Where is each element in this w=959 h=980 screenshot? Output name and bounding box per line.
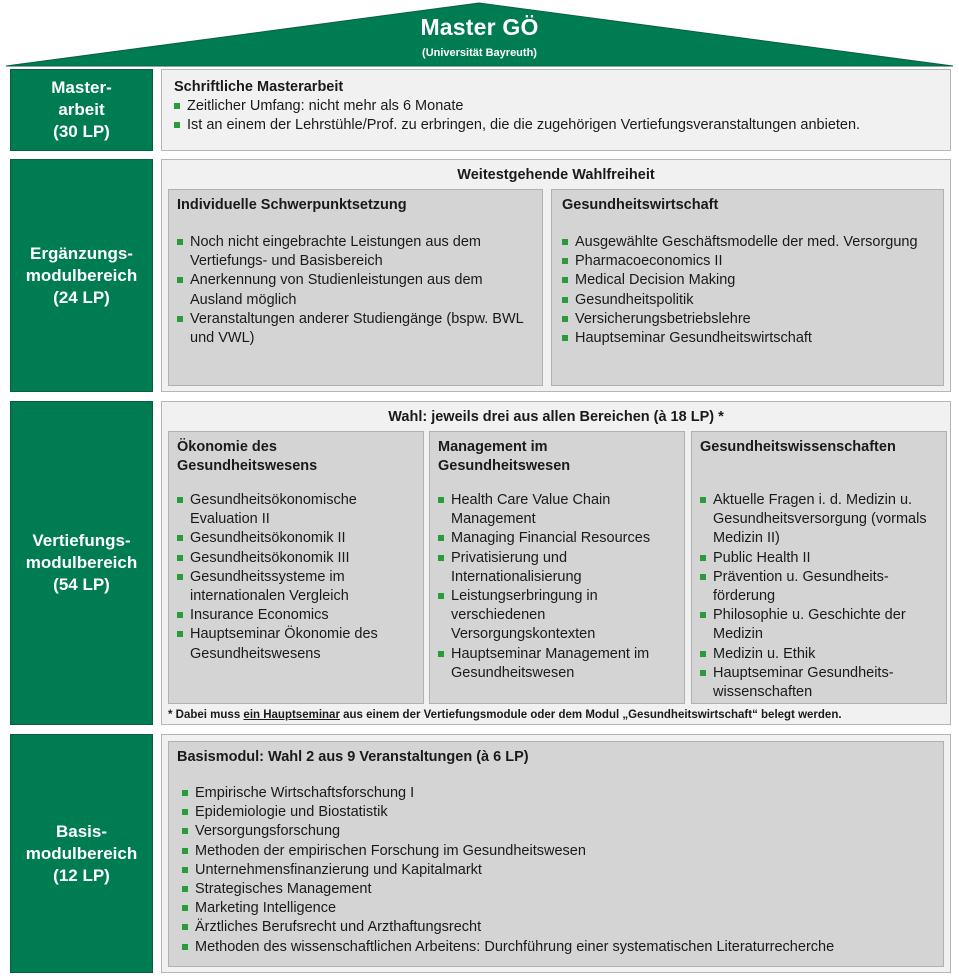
list-item: Health Care Value Chain Management: [438, 491, 676, 529]
vertiefung-heading: Wahl: jeweils drei aus allen Bereichen (à 18 LP) *: [388, 409, 724, 425]
list-item: Leistungserbringung in verschiedenen Versorgungskontexten: [438, 587, 676, 645]
list-item: Epidemiologie und Biostatistik: [182, 803, 935, 822]
basis-heading: Basismodul: Wahl 2 aus 9 Veranstaltungen (à 6 LP): [177, 749, 529, 765]
box-schwerpunkt: [168, 189, 543, 386]
panel-ergaenzung: [161, 159, 951, 392]
box-title: Ökonomie des Gesundheitswesens: [177, 439, 318, 474]
box-title: Management im Gesundheitswesen: [438, 439, 571, 474]
box-title: Gesundheitswirtschaft: [562, 197, 719, 213]
label-vertiefung: Vertiefungs- modulbereich (54 LP): [10, 401, 153, 725]
list-item: Methoden der empirischen Forschung im Gesundheitswesen: [182, 842, 935, 861]
list-item: Privatisierung und Internationalisierung: [438, 549, 676, 587]
list-item: Ausgewählte Geschäftsmodelle der med. Versorgung: [562, 233, 933, 252]
list-item: Gesundheitsökonomik III: [177, 549, 415, 568]
list-item: Gesundheitssysteme im internationalen Vergleich: [177, 568, 415, 606]
panel-basis: [161, 734, 951, 973]
ergaenzung-heading: Weitestgehende Wahlfreiheit: [457, 167, 655, 183]
list-item: Hauptseminar Gesundheits-wissenschaften: [700, 664, 938, 702]
list-item: Pharmacoeconomics II: [562, 252, 933, 271]
list-item: Methoden des wissenschaftlichen Arbeitens: Durchführung einer systematischen Literaturrecherche: [182, 938, 935, 957]
list-item: Hauptseminar Ökonomie des Gesundheitswesens: [177, 625, 415, 663]
list-item: Ärztliches Berufsrecht und Arzthaftungsrecht: [182, 918, 935, 937]
roof-subtitle: (Universität Bayreuth): [422, 47, 537, 59]
list-item: Gesundheitsökonomik II: [177, 529, 415, 548]
box-oekonomie: [168, 431, 424, 704]
list-item: Gesundheitsökonomische Evaluation II: [177, 491, 415, 529]
list-item: Versicherungsbetriebslehre: [562, 310, 933, 329]
list-item: Medical Decision Making: [562, 271, 933, 290]
list-item: Marketing Intelligence: [182, 899, 935, 918]
list-item: Medizin u. Ethik: [700, 645, 938, 664]
list-item: Anerkennung von Studienleistungen aus dem Ausland möglich: [177, 271, 534, 309]
box-title: Gesundheitswissenschaften: [700, 439, 896, 455]
list-item: Veranstaltungen anderer Studiengänge (bspw. BWL und VWL): [177, 310, 534, 348]
label-ergaenzung: Ergänzungs- modulbereich (24 LP): [10, 159, 153, 392]
box-gesundheitswirtschaft: [551, 189, 944, 386]
list-item: Unternehmensfinanzierung und Kapitalmarkt: [182, 861, 935, 880]
masterarbeit-heading: Schriftliche Masterarbeit: [174, 79, 344, 95]
list-item: Empirische Wirtschaftsforschung I: [182, 784, 935, 803]
list-item: Strategisches Management: [182, 880, 935, 899]
list-item: Gesundheitspolitik: [562, 291, 933, 310]
list-item: Public Health II: [700, 549, 938, 568]
masterarbeit-list: [174, 97, 938, 135]
label-masterarbeit: Master- arbeit (30 LP): [10, 69, 153, 151]
roof-title: Master GÖ: [420, 14, 539, 40]
vertiefung-footnote: * Dabei muss ein Hauptseminar aus einem der Vertiefungsmodule oder dem Modul „Gesundheitswirtschaft“ belegt werden.: [168, 709, 842, 721]
panel-masterarbeit: [161, 69, 951, 151]
list-item: Insurance Economics: [177, 606, 415, 625]
list-item: Managing Financial Resources: [438, 529, 676, 548]
box-title: Individuelle Schwerpunktsetzung: [177, 197, 407, 213]
label-basis: Basis- modulbereich (12 LP): [10, 734, 153, 973]
list-item: Aktuelle Fragen i. d. Medizin u. Gesundheitsversorgung (vormals Medizin II): [700, 491, 938, 549]
list-item: Hauptseminar Gesundheitswirtschaft: [562, 329, 933, 348]
box-management: [429, 431, 685, 704]
box-basismodul: [168, 741, 944, 967]
list-item: Hauptseminar Management im Gesundheitswesen: [438, 645, 676, 683]
list-item: Ist an einem der Lehrstühle/Prof. zu erbringen, die die zugehörigen Vertiefungsveranstaltungen anbieten.: [174, 116, 938, 135]
panel-vertiefung: [161, 401, 951, 725]
box-gesundheitswissenschaften: [691, 431, 947, 704]
list-item: Zeitlicher Umfang: nicht mehr als 6 Monate: [174, 97, 938, 116]
list-item: Prävention u. Gesundheits-förderung: [700, 568, 938, 606]
list-item: Philosophie u. Geschichte der Medizin: [700, 606, 938, 644]
list-item: Versorgungsforschung: [182, 822, 935, 841]
list-item: Noch nicht eingebrachte Leistungen aus dem Vertiefungs- und Basisbereich: [177, 233, 534, 271]
